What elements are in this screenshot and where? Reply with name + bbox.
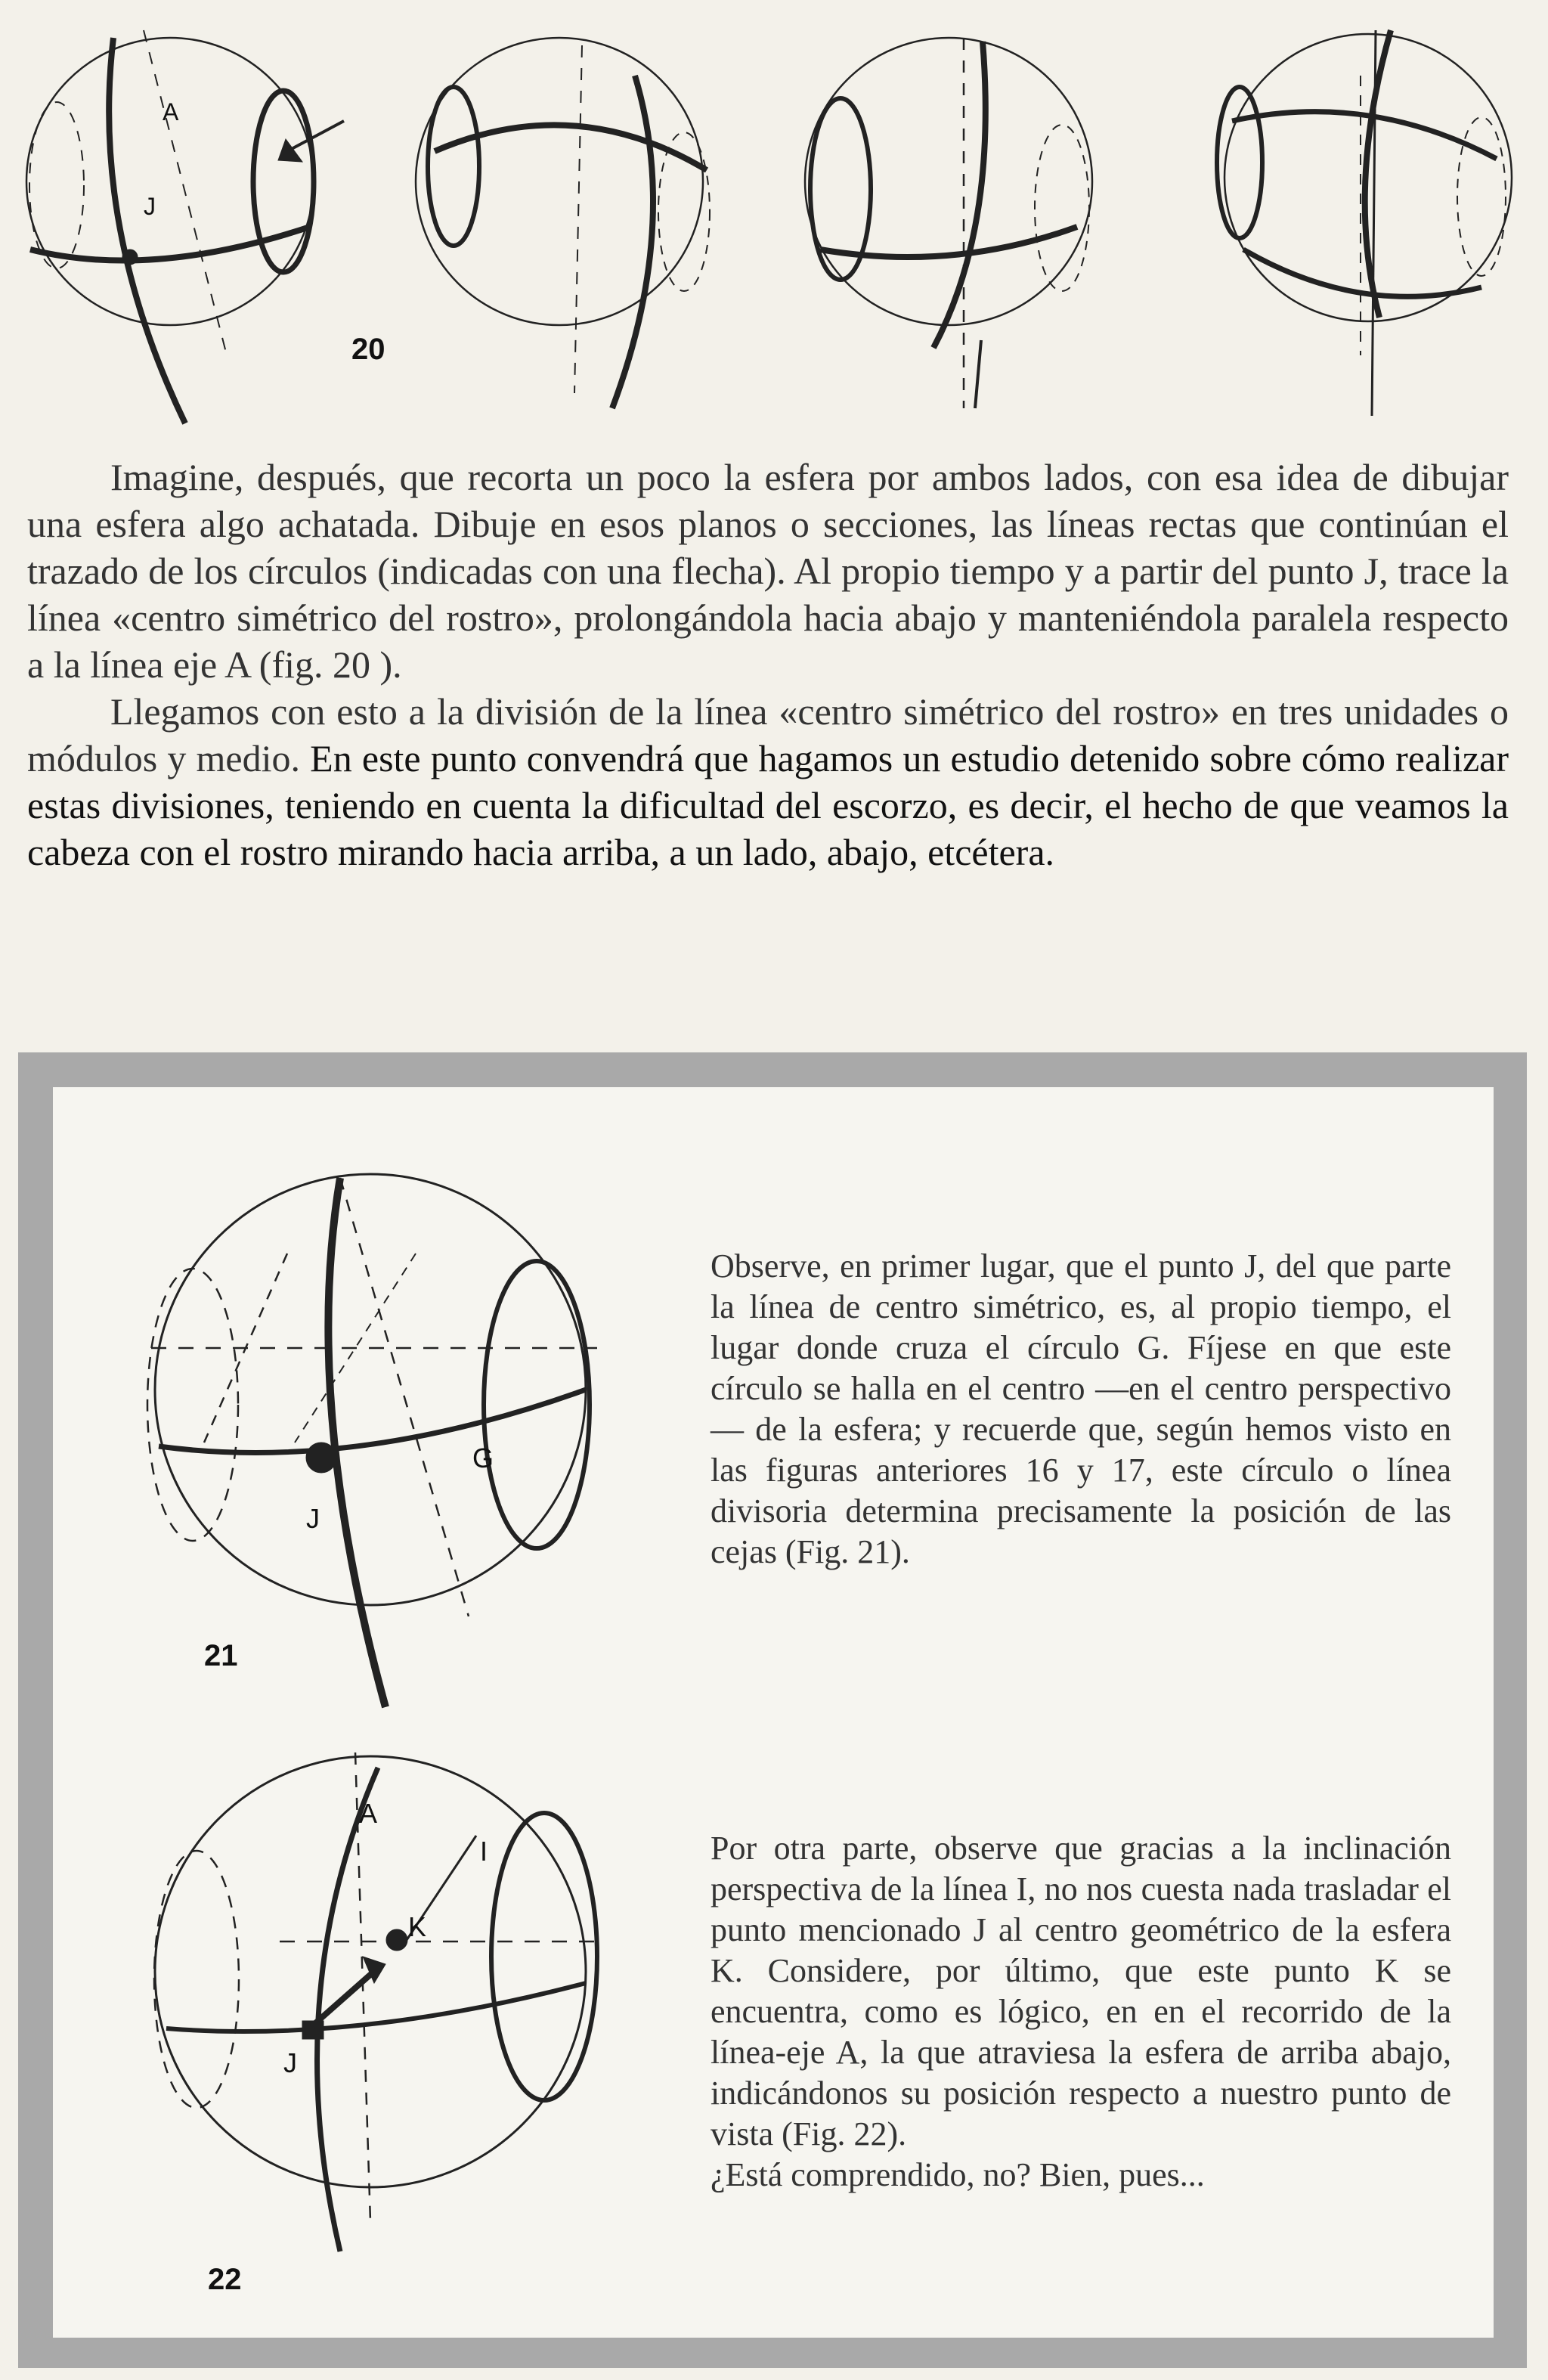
fig-21-text [711, 1246, 1451, 1573]
fig-22-closing: ¿Está comprendido, no? Bien, pues... [711, 2156, 1205, 2193]
label-g: G [472, 1443, 494, 1474]
figure-number-21: 21 [204, 1639, 238, 1672]
figure-20-row [0, 0, 1548, 439]
label-j: J [144, 193, 156, 220]
sphere-3 [805, 38, 1092, 408]
intro-text [27, 454, 1509, 875]
intro-paragraph-2 [27, 688, 1509, 875]
figure-number-20: 20 [351, 333, 385, 366]
sphere-1 [26, 30, 344, 423]
intro-paragraph-2b: En este punto convendrá que hagamos un estudio detenido sobre cómo realizar estas divisiones, teniendo en cuenta la dificultad del escorzo, es decir, el hecho de que veamos la cabeza con el rostro mirando hacia arriba, a un lado, abajo, etcétera. [27, 737, 1509, 873]
figure-box-inner [53, 1087, 1494, 2338]
label-a: A [163, 98, 179, 126]
fig-21-paragraph: Observe, en primer lugar, que el punto J, del que parte la línea de centro simétrico, es, al propio tiempo, el lugar donde cruza el círculo G. Fíjese en que este círculo se halla en el centro —en el centro perspectivo— de la esfera; y recuerde que, según hemos visto en las figuras anteriores 16 y 17, este círculo o línea divisoria determina precisamente la posición de las cejas (Fig. 21). [711, 1247, 1451, 1570]
label-j-21: J [306, 1503, 320, 1534]
intro-paragraph-2a: Llegamos con esto a la división de la línea «centro simétrico del rostro» en tres unidades o módulos y medio. [27, 690, 1509, 779]
label-a-22: A [359, 1798, 378, 1829]
sphere-fig-21 [147, 1174, 597, 1707]
fig-22-text [711, 1828, 1451, 2196]
figure-box [18, 1052, 1527, 2368]
label-i: I [480, 1836, 488, 1867]
label-k: K [408, 1911, 427, 1942]
figure-number-22: 22 [208, 2263, 242, 2296]
label-j-22: J [283, 2047, 297, 2078]
sphere-4 [1217, 30, 1512, 416]
sphere-2 [416, 38, 710, 408]
fig-22-paragraph: Por otra parte, observe que gracias a la inclinación perspectiva de la línea I, no nos cuesta nada trasladar el punto mencionado J al centro geométrico de la esfera K. Considere, por último, que este punto K se encuentra, como es lógico, en en el recorrido de la línea-eje A, la que atraviesa la esfera de arriba abajo, indicándonos su posición respecto a nuestro punto de vista (Fig. 22). [711, 1830, 1451, 2152]
figure-20-drawings [0, 0, 1548, 439]
intro-paragraph-1: Imagine, después, que recorta un poco la esfera por ambos lados, con esa idea de dibujar una esfera algo achatada. Dibuje en esos planos o secciones, las líneas rectas que continúan el trazado de los círculos (indicadas con una flecha). Al propio tiempo y a partir del punto J, trace la línea «centro simétrico del rostro», prolongándola hacia abajo y manteniéndola paralela respecto a la línea eje A (fig. 20 ). [27, 456, 1509, 686]
